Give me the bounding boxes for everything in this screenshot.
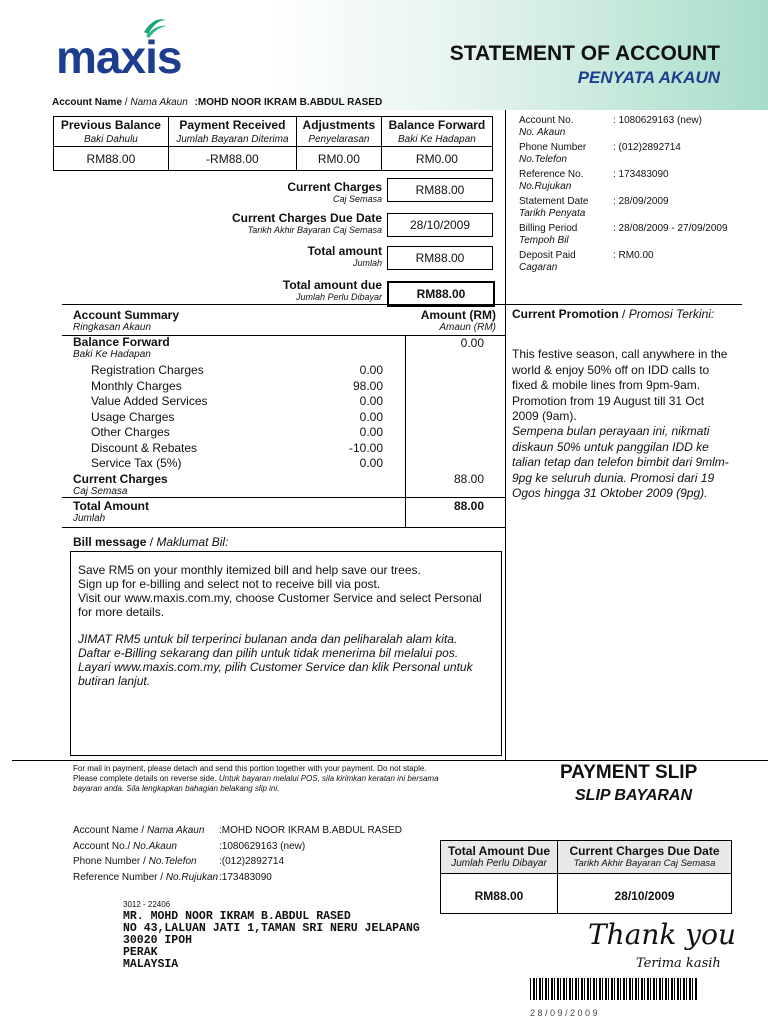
balance-value: -RM88.00 (168, 147, 296, 171)
perforation-line (12, 760, 768, 761)
account-name-row: Account Name / Nama Akaun :MOHD NOOR IKRAM B.ABDUL RASED (52, 97, 383, 108)
slip-table: Total Amount Due Jumlah Perlu Dibayar Current Charges Due Date Tarikh Akhir Bayaran Caj Semasa RM88.00 28/10/2009 (440, 840, 732, 914)
info-row: Deposit Paid Cagaran : RM0.00 (519, 250, 654, 273)
due-date-label: Current Charges Due Date Tarikh Akhir Bayaran Caj Semasa (231, 211, 382, 235)
balance-header: Previous Balance (54, 117, 169, 134)
balance-value: RM0.00 (381, 147, 492, 171)
mail-code: 3012 - 22406 (123, 900, 171, 909)
summary-item: Registration Charges 0.00 (91, 363, 383, 377)
slip-field: Account No./ No.Akaun :1080629163 (new) (73, 840, 306, 852)
current-charges-value: RM88.00 (387, 178, 493, 202)
maxis-logo: maxis (56, 31, 182, 83)
statement-title: STATEMENT OF ACCOUNT (449, 42, 720, 65)
payment-slip-title: PAYMENT SLIP (560, 762, 698, 783)
summary-bottom-line (62, 527, 505, 528)
barcode-date: 2 8 / 0 9 / 2 0 0 9 (530, 1008, 598, 1018)
promotion-text-en: This festive season, call anywhere in the world & enjoy 50% off on IDD calls to fixed & mobile lines from 9pm-9am. Promotion from 19 August till 31 Oct 2009 (9am). (512, 347, 728, 423)
terima-kasih-text: Terima kasih (636, 956, 721, 971)
balance-header: Balance Forward (381, 117, 492, 134)
total-line (62, 497, 505, 498)
current-charges-label: Current Charges Caj Semasa (287, 180, 382, 204)
info-row: Reference No. No.Rujukan : 173483090 (519, 169, 669, 192)
balance-value: RM0.00 (296, 147, 381, 171)
slip-fields (73, 823, 433, 885)
info-row: Phone Number No.Telefon : (012)2892714 (519, 142, 681, 165)
account-summary-title: Account Summary Ringkasan Akaun (73, 308, 180, 333)
slip-due-date-header: Current Charges Due Date (569, 844, 720, 858)
summary-items (91, 363, 383, 472)
balance-header: Payment Received (168, 117, 296, 134)
bill-message-en: Save RM5 on your monthly itemized bill and help save our trees. Sign up for e-billing and select not to receive bill via post. Visit our www.maxis.com.my, choose Customer Service and select Personal for more details. (78, 563, 482, 619)
total-amount-summary-label: Total Amount Jumlah (73, 499, 149, 524)
total-due-value: RM88.00 (387, 281, 495, 307)
section-divider (62, 304, 742, 305)
balance-subheader: Penyelarasan (296, 133, 381, 147)
bill-message-box (70, 551, 502, 756)
total-amount-label: Total amount Jumlah (307, 244, 382, 268)
summary-item: Service Tax (5%) 0.00 (91, 456, 383, 470)
thank-you-text: Thank you (588, 918, 737, 951)
statement-title-malay: PENYATA AKAUN (577, 68, 720, 87)
summary-item: Monthly Charges 98.00 (91, 378, 383, 393)
bill-message-ms: JIMAT RM5 untuk bil terperinci bulanan anda dan peliharalah alam kita. Daftar e-Billing sekarang dan pilih untuk tidak menerima bil melalui pos. Layari www.maxis.com.my, pilih Customer Service dan klik Personal untuk butiran lanjut. (78, 632, 473, 688)
amount-column-divider (405, 335, 406, 527)
balance-forward-label: Balance Forward Baki Ke Hadapan (73, 335, 170, 360)
slip-field: Account Name / Nama Akaun :MOHD NOOR IKRAM B.ABDUL RASED (73, 825, 402, 836)
slip-total-value: RM88.00 (474, 889, 524, 903)
info-row: Billing Period Tempoh Bil : 28/08/2009 - 27/09/2009 (519, 223, 728, 246)
slip-note: For mail in payment, please detach and send this portion together with your payment. Do not staple. Please complete details on reverse side. Untuk bayaran melalui POS, sila kirimkan keratan ini bersama bayaran anda. Sila lengkapkan bahagian belakang slip ini. (73, 764, 439, 793)
summary-item: Value Added Services 0.00 (91, 394, 383, 408)
slip-field: Reference Number / No.Rujukan :173483090 (73, 871, 272, 883)
slip-field: Phone Number / No.Telefon :(012)2892714 (73, 856, 285, 867)
balance-subheader: Jumlah Bayaran Diterima (168, 133, 296, 147)
balance-forward-value: 0.00 (460, 336, 484, 350)
balance-subheader: Baki Dahulu (54, 133, 169, 147)
balance-value: RM88.00 (54, 147, 169, 171)
slip-due-date-value: 28/10/2009 (614, 889, 675, 903)
payment-slip-title-malay: SLIP BAYARAN (575, 787, 693, 804)
summary-item: Usage Charges 0.00 (91, 409, 383, 424)
due-date-value: 28/10/2009 (387, 213, 493, 237)
current-charges-summary-value: 88.00 (453, 472, 484, 486)
slip-total-header: Total Amount Due (448, 844, 550, 858)
total-amount-summary-value: 88.00 (453, 499, 484, 513)
info-row: Statement Date Tarikh Penyata : 28/09/2009 (519, 196, 669, 219)
bill-message-title: Bill message / Maklumat Bil: (73, 535, 229, 549)
column-divider (505, 110, 506, 760)
summary-item: Other Charges 0.00 (91, 425, 383, 439)
total-amount-value: RM88.00 (387, 246, 493, 270)
summary-item: Discount & Rebates -10.00 (91, 440, 383, 455)
promotion-title: Current Promotion / Promosi Terkini: (512, 307, 715, 321)
balance-header: Adjustments (296, 117, 381, 134)
balance-table (53, 116, 493, 171)
mailing-address: MR. MOHD NOOR IKRAM B.ABDUL RASED NO 43,LALUAN JATI 1,TAMAN SRI NERU JELAPANG 30020 IPOH PERAK MALAYSIA (123, 910, 420, 971)
balance-subheader: Baki Ke Hadapan (381, 133, 492, 147)
account-info (519, 115, 759, 277)
current-charges-summary-label: Current Charges Caj Semasa (73, 472, 168, 497)
amount-header: Amount (RM) Amaun (RM) (420, 308, 496, 333)
barcode (530, 978, 698, 1000)
promotion-text-ms: Sempena bulan perayaan ini, nikmati diskaun 50% untuk panggilan IDD ke talian tetap dan telefon bimbit dari 9mlm-9pg ke seluruh dunia. Promosi dari 19 Ogos hingga 31 Oktober 2009 (9pg). (512, 424, 729, 500)
total-due-label: Total amount due Jumlah Perlu Dibayar (282, 278, 382, 302)
info-row: Account No. No. Akaun : 1080629163 (new) (519, 115, 702, 138)
